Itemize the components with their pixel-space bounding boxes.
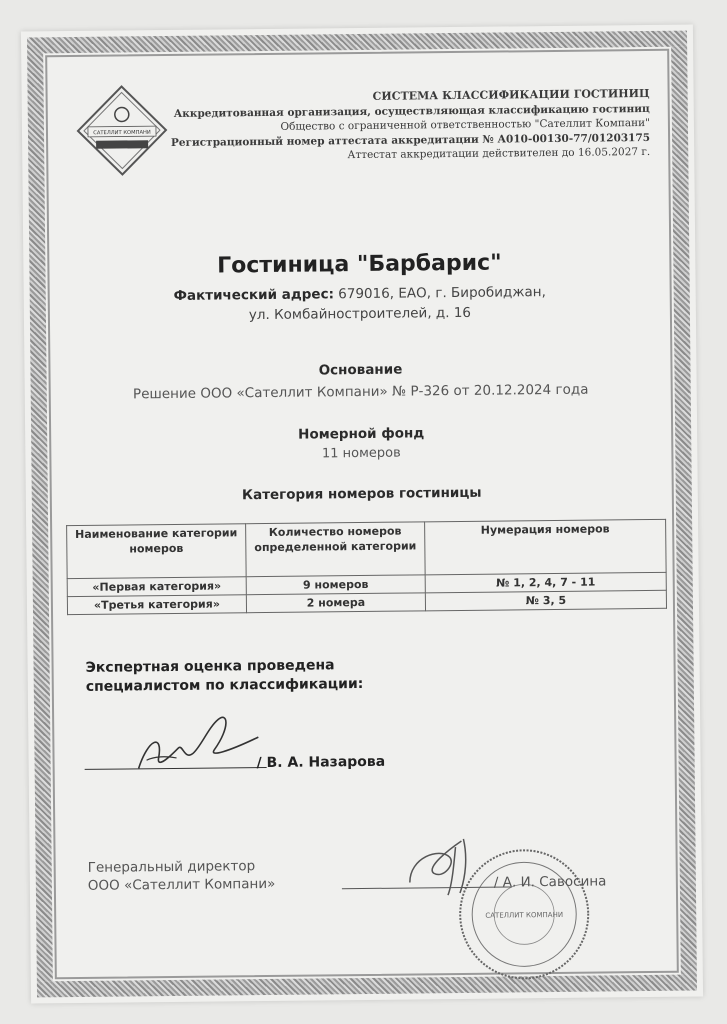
- director-block: [88, 857, 276, 895]
- address-value: 679016, ЕАО, г. Биробиджан,: [338, 284, 546, 303]
- expert-line-2: специалистом по классификации:: [85, 675, 364, 695]
- certificate-page: [21, 25, 703, 1004]
- director-company: ООО «Сателлит Компани»: [87, 875, 276, 894]
- table-cell: «Первая категория»: [67, 577, 246, 597]
- expert-statement: [86, 656, 364, 697]
- column-header: Количество номеров определенной категории: [246, 522, 426, 577]
- inner-border-line: [45, 49, 679, 979]
- basis-heading: Основание: [318, 361, 403, 379]
- registration-number: Регистрационный номер аттестата аккредитации № А010-00130-77/01203175: [170, 131, 651, 149]
- column-header: Нумерация номеров: [425, 519, 667, 575]
- expert-signer-name: / В. А. Назарова: [256, 753, 386, 772]
- expert-line-1: Экспертная оценка проведена: [85, 657, 335, 676]
- hotel-name: Гостиница "Барбарис": [217, 250, 502, 279]
- room-fund-heading: Номерной фонд: [298, 425, 425, 443]
- column-header: Наименование категории номеров: [67, 524, 247, 579]
- table-header-row: [67, 519, 667, 578]
- stamp-text: САТЕЛЛИТ КОМПАНИ: [485, 910, 564, 920]
- classification-header: [130, 87, 651, 165]
- room-fund-text: 11 номеров: [321, 445, 401, 462]
- categories-table: [66, 519, 667, 615]
- system-title: СИСТЕМА КЛАССИФИКАЦИИ ГОСТИНИЦ: [372, 86, 650, 103]
- table-cell: № 3, 5: [425, 590, 666, 611]
- director-signer-name: / А. И. Савосина: [493, 873, 607, 891]
- address-line-2: ул. Комбайностроителей, д. 16: [248, 304, 472, 324]
- validity-line: Аттестат аккредитации действителен до 16.05.2027 г.: [347, 145, 651, 162]
- table-cell: 9 номеров: [246, 575, 425, 595]
- table-cell: 2 номера: [246, 593, 425, 613]
- table-cell: «Третья категория»: [67, 595, 246, 615]
- director-title: Генеральный директор: [87, 858, 256, 876]
- organization-line: Общество с ограниченной ответственностью "Сателлит Компани": [280, 116, 650, 133]
- categories-heading: Категория номеров гостиницы: [241, 484, 482, 504]
- accreditation-line: Аккредитованная организация, осуществляющая классификацию гостиниц: [173, 102, 650, 120]
- basis-text: Решение ООО «Сателлит Компани» № Р-326 от 20.12.2024 года: [132, 381, 589, 403]
- table-cell: № 1, 2, 4, 7 - 11: [425, 572, 666, 593]
- address-label: Фактический адрес:: [173, 286, 335, 304]
- logo-text: САТЕЛЛИТ КОМПАНИ: [93, 129, 151, 137]
